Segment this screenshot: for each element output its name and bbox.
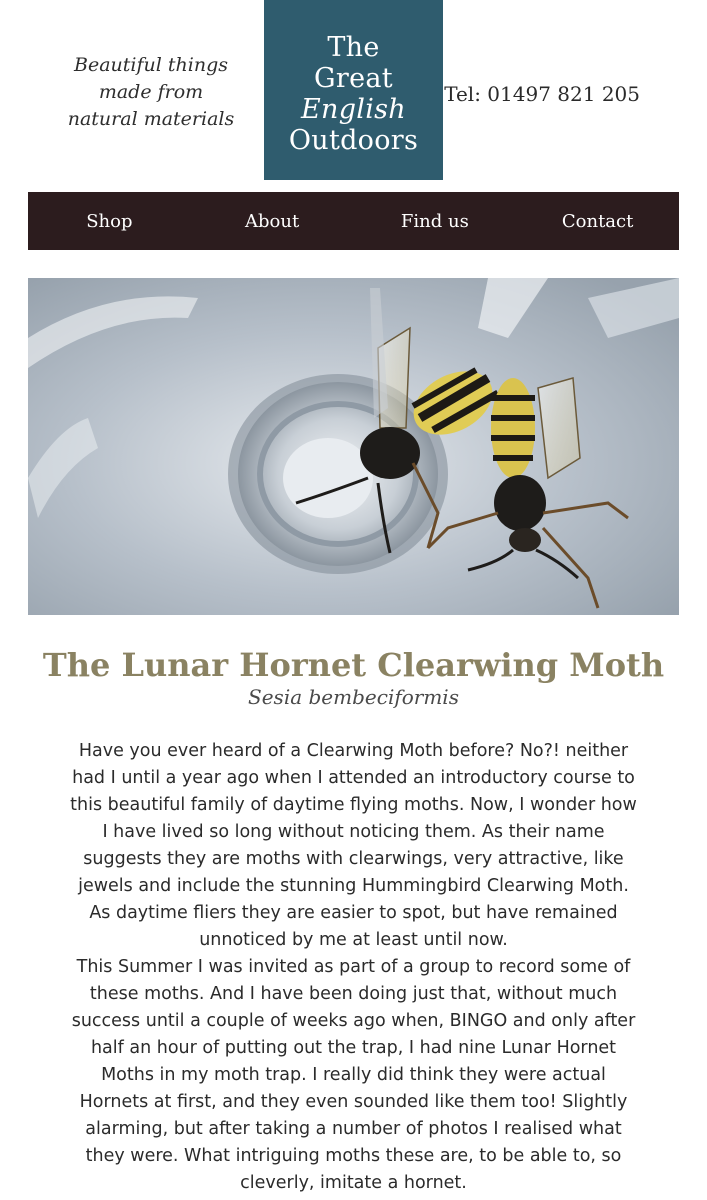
main-nav — [28, 192, 679, 250]
logo-line: The — [327, 32, 380, 63]
nav-item-about[interactable]: About — [245, 210, 300, 232]
hero-image — [28, 278, 679, 615]
site-header — [0, 0, 707, 180]
article-paragraph: Have you ever heard of a Clearwing Moth before? No?! neither had I until a year ago when I attended an introductory course to this beautiful family of daytime flying moths. Now, I wonder how I have lived so long without noticing them. As their name suggests they are moths with clearwings, very attractive, like jewels and include the stunning Hummingbird Clearwing Moth. As daytime fliers they are easier to spot, but have remained unnoticed by me at least until now. — [70, 741, 637, 950]
article-body — [66, 738, 641, 1197]
tagline-line: Beautiful things — [74, 54, 228, 76]
logo-line: Great — [314, 63, 393, 94]
site-logo[interactable] — [264, 0, 443, 180]
logo-line: English — [301, 94, 406, 125]
article-paragraph: This Summer I was invited as part of a group to record some of these moths. And I have been doing just that, without much success until a couple of weeks ago when, BINGO and only after half an hour of putting out the trap, I had nine Lunar Hornet Moths in my moth trap. I really did think they were actual Hornets at first, and they even sounded like them too! Slightly alarming, but after taking a number of photos I realised what they were. What intriguing moths these are, to be able to, so cleverly, imitate a hornet. — [71, 957, 636, 1193]
tagline-line: natural materials — [67, 108, 235, 130]
logo-line: Outdoors — [288, 125, 419, 156]
moth-photo — [28, 278, 679, 615]
nav-item-shop[interactable]: Shop — [86, 210, 133, 232]
phone-number[interactable]: Tel: 01497 821 205 — [444, 82, 640, 106]
article-title: The Lunar Hornet Clearwing Moth — [42, 646, 665, 684]
article-subtitle: Sesia bembeciformis — [248, 685, 459, 709]
nav-item-find-us[interactable]: Find us — [400, 210, 469, 232]
tagline — [62, 52, 240, 133]
tagline-line: made from — [98, 81, 204, 103]
nav-item-contact[interactable]: Contact — [561, 210, 634, 232]
